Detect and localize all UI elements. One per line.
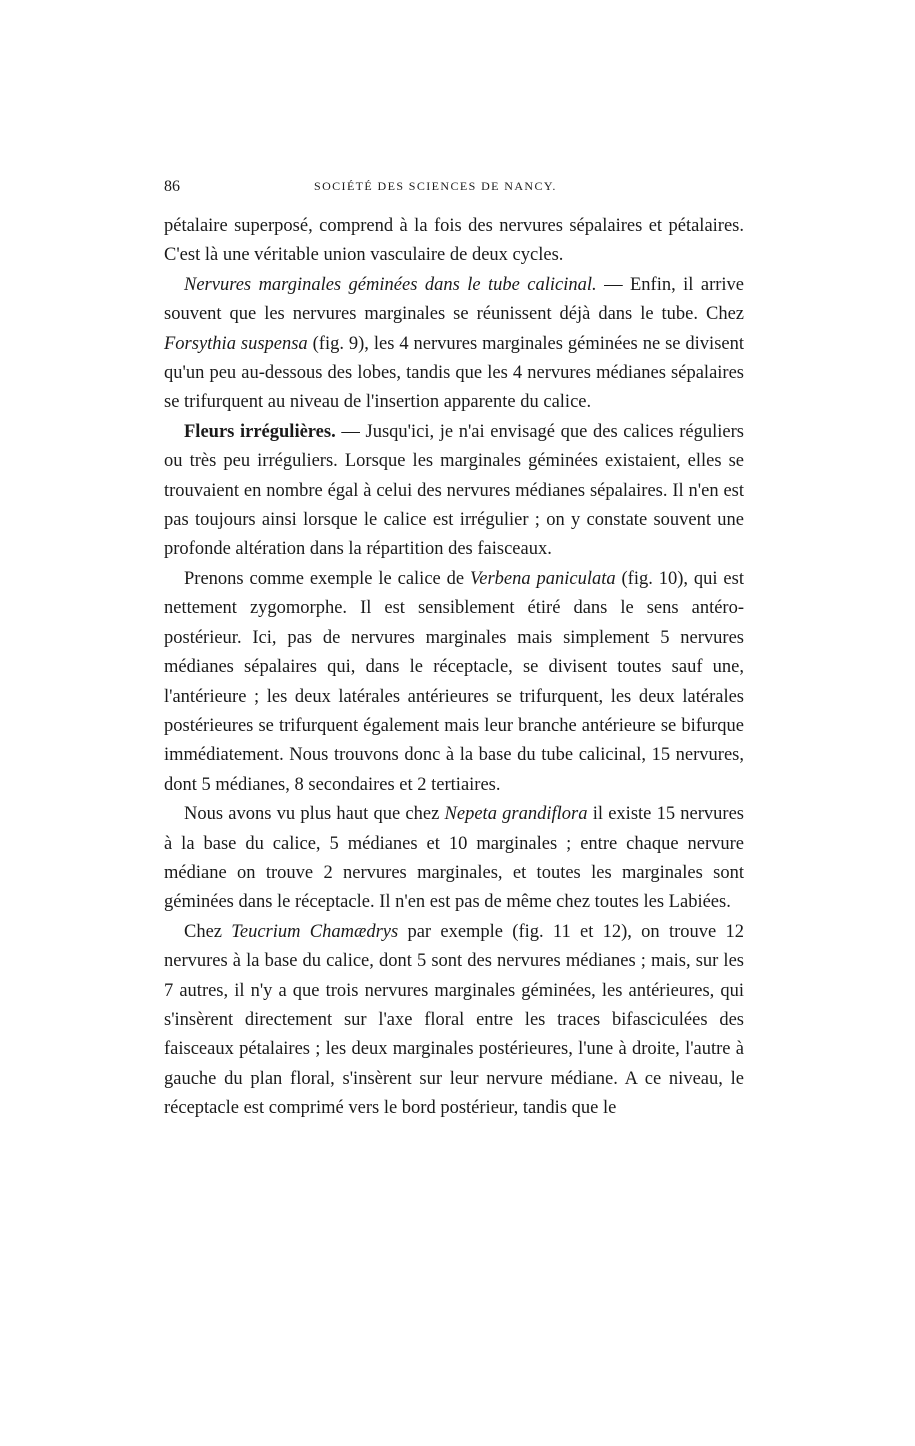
paragraph xyxy=(164,800,744,918)
species-name: Forsythia suspensa xyxy=(164,333,308,354)
species-name: Teucrium Chamædrys xyxy=(231,921,399,942)
paragraph xyxy=(164,918,744,1124)
paragraph-text: par exemple (fig. 11 et 12), on trouve 12 nervures à la base du calice, dont 5 sont des nervures médianes ; mais, sur les 7 autres, il n'y a que trois nervures marginales géminées, les antérieures, qui s'insèrent directement sur l'axe floral entre les traces bifasciculées des faisceaux pétalaires ; les deux marginales postérieures, l'une à droite, l'autre à gauche du plan floral, s'insèrent sur leur nervure médiane. A ce niveau, le réceptacle est comprimé vers le bord postérieur, tandis que le xyxy=(164,921,744,1119)
section-heading: Nervures marginales géminées dans le tube calicinal. xyxy=(184,274,597,295)
paragraph-text: Prenons comme exemple le calice de xyxy=(184,568,470,589)
paragraph-text: (fig. 10), qui est nettement zygomorphe. Il est sensiblement étiré dans le sens antéro-postérieur. Ici, pas de nervures marginales mais simplement 5 nervures médianes sépalaires qui, dans le réceptacle, se divisent toutes sauf une, l'antérieure ; les deux latérales antérieures se trifurquent, les deux latérales postérieures se trifurquent également mais leur branche antérieure se bifurque immédiatement. Nous trouvons donc à la base du tube calicinal, 15 nervures, dont 5 médianes, 8 secondaires et 2 tertiaires. xyxy=(164,568,744,795)
paragraph-text: — Enfin, il arrive souvent que les nervures marginales se réunissent déjà dans le tube. Chez xyxy=(164,274,745,325)
section-heading: Fleurs irrégulières. xyxy=(184,421,336,442)
paragraph-text: pétalaire superposé, comprend à la fois des nervures sépalaires et pétalaires. C'est là une véritable union vasculaire de deux cycles. xyxy=(164,216,744,266)
running-title: SOCIÉTÉ DES SCIENCES DE NANCY. xyxy=(314,179,557,193)
paragraph xyxy=(164,565,744,800)
paragraph-text: il existe 15 nervures à la base du calice, 5 médianes et 10 marginales ; entre chaque nervure médiane on trouve 2 nervures marginales, et toutes les marginales sont géminées dans le réceptacle. Il n'en est pas de même chez toutes les Labiées. xyxy=(164,804,744,913)
paragraph-text: Nous avons vu plus haut que chez xyxy=(184,804,445,825)
page-header xyxy=(164,178,744,202)
paragraph xyxy=(164,212,744,271)
page-number: 86 xyxy=(164,178,180,195)
body-text xyxy=(164,212,744,1124)
paragraph-text: — Jusqu'ici, je n'ai envisagé que des calices réguliers ou très peu irréguliers. Lorsque les marginales géminées existaient, elles se trouvaient en nombre égal à celui des nervures médianes sépalaires. Il n'en est pas toujours ainsi lorsque le calice est irrégulier ; on y constate souvent une profonde altération dans la répartition des faisceaux. xyxy=(164,421,744,560)
paragraph-text: Chez xyxy=(184,921,232,942)
paragraph xyxy=(164,418,744,565)
paragraph-text: (fig. 9), les 4 nervures marginales géminées ne se divisent qu'un peu au-dessous des lobes, tandis que les 4 nervures médianes sépalaires se trifurquent au niveau de l'insertion apparente du calice. xyxy=(164,333,745,413)
species-name: Verbena paniculata xyxy=(469,568,616,589)
paragraph xyxy=(164,271,744,418)
species-name: Nepeta grandiflora xyxy=(444,804,588,825)
